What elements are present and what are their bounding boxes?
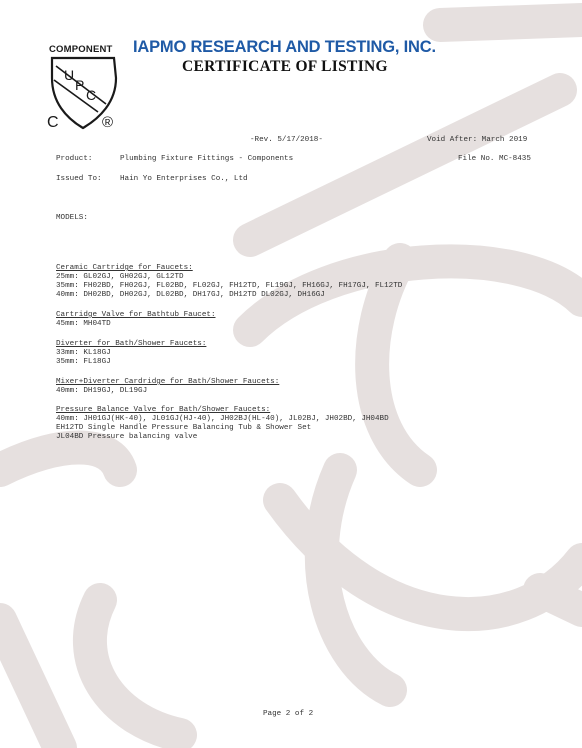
file-number: File No. MC-8435 — [458, 155, 531, 163]
revision-date: -Rev. 5/17/2018- — [250, 136, 323, 144]
model-line: 40mm: DH19GJ, DL19GJ — [56, 387, 148, 395]
model-line: 35mm: FH02BD, FH02GJ, FL02BD, FL02GJ, FH12TD, FL19GJ, FH16GJ, FH17GJ, FL12TD — [56, 282, 403, 290]
product-value: Plumbing Fixture Fittings - Components — [120, 155, 294, 163]
section-heading-ceramic-cartridge: Ceramic Cartridge for Faucets: — [56, 264, 193, 272]
models-label: MODELS: — [56, 214, 88, 222]
model-line: 45mm: MH04TD — [56, 320, 111, 328]
section-heading-pressure-balance: Pressure Balance Valve for Bath/Shower Faucets: — [56, 406, 271, 414]
logo-component-word: COMPONENT — [49, 44, 113, 55]
section-heading-mixer-diverter: Mixer+Diverter Cardridge for Bath/Shower Faucets: — [56, 378, 280, 386]
shield-letter-c: C — [86, 87, 97, 103]
model-line: JL04BD Pressure balancing valve — [56, 433, 198, 441]
page-number: Page 2 of 2 — [263, 710, 314, 718]
shield-letter-p: P — [75, 77, 85, 93]
model-line: 33mm: KL18GJ — [56, 349, 111, 357]
section-heading-diverter: Diverter for Bath/Shower Faucets: — [56, 340, 207, 348]
company-name: IAPMO RESEARCH AND TESTING, INC. — [133, 38, 436, 56]
model-line: 25mm: GL02GJ, GH02GJ, GL12TD — [56, 273, 184, 281]
model-line: 35mm: FL18GJ — [56, 358, 111, 366]
logo-c-mark: C — [47, 114, 59, 131]
model-line: EH12TD Single Handle Pressure Balancing Tub & Shower Set — [56, 424, 312, 432]
registered-mark-icon: ® — [102, 114, 114, 131]
model-line: 40mm: JH01GJ(HK-40), JL01GJ(HJ-40), JH02BJ(HL-40), JL02BJ, JH02BD, JH04BD — [56, 415, 389, 423]
void-after: Void After: March 2019 — [427, 136, 528, 144]
shield-letter-u: U — [64, 67, 75, 83]
product-label: Product: — [56, 155, 93, 163]
model-line: 40mm: DH02BD, DH02GJ, DL02BD, DH17GJ, DH12TD DL02GJ, DH16GJ — [56, 291, 325, 299]
section-heading-cartridge-valve: Cartridge Valve for Bathtub Faucet: — [56, 311, 216, 319]
certificate-title: CERTIFICATE OF LISTING — [182, 58, 388, 75]
issued-to-label: Issued To: — [56, 175, 102, 183]
issued-to-value: Hain Yo Enterprises Co., Ltd — [120, 175, 248, 183]
